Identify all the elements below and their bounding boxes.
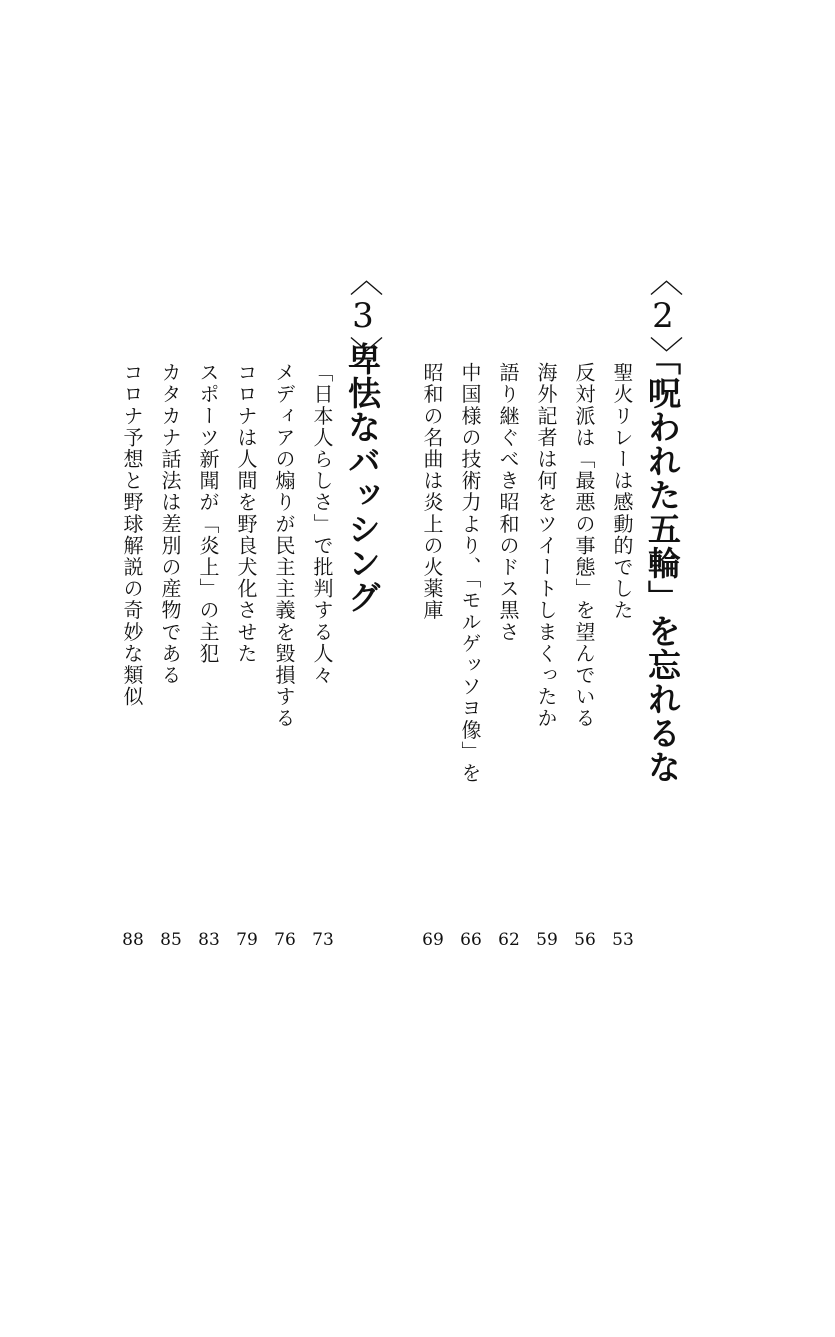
chapter-3-number: 〈3〉 xyxy=(343,262,383,370)
toc-entry[interactable]: コロナ予想と野球解説の奇妙な類似 xyxy=(120,362,144,708)
page-number: 88 xyxy=(122,930,144,950)
chapter-2-title: 「呪われた五輪」を忘れるな xyxy=(643,342,682,784)
toc-entry[interactable]: 語り継ぐべき昭和のドス黒さ xyxy=(496,362,520,643)
toc-entry[interactable]: 海外記者は何をツイートしまくったか xyxy=(534,362,558,730)
page-number: 62 xyxy=(498,930,520,950)
toc-entry[interactable]: メディアの煽りが民主主義を毀損する xyxy=(272,362,296,730)
page-number: 85 xyxy=(160,930,182,950)
toc-entry[interactable]: コロナは人間を野良犬化させた xyxy=(234,362,258,665)
toc-entry[interactable]: 反対派は「最悪の事態」を望んでいる xyxy=(572,362,596,730)
page-number: 69 xyxy=(422,930,444,950)
page-number: 73 xyxy=(312,930,334,950)
page-number: 53 xyxy=(612,930,634,950)
chapter-2-number: 〈2〉 xyxy=(643,262,683,370)
toc-entry[interactable]: 「日本人らしさ」で批判する人々 xyxy=(310,362,334,686)
toc-entry[interactable]: スポーツ新聞が「炎上」の主犯 xyxy=(196,362,220,665)
page-number: 76 xyxy=(274,930,296,950)
page-number: 66 xyxy=(460,930,482,950)
toc-entry[interactable]: カタカナ話法は差別の産物である xyxy=(158,362,182,686)
page-number: 83 xyxy=(198,930,220,950)
toc-entry[interactable]: 昭和の名曲は炎上の火薬庫 xyxy=(420,362,444,622)
toc-entry[interactable]: 聖火リレーは感動的でした xyxy=(610,362,634,622)
page-number: 59 xyxy=(536,930,558,950)
page-number: 79 xyxy=(236,930,258,950)
toc-entry[interactable]: 中国様の技術力より、「モルゲッソヨ像」を xyxy=(458,362,482,784)
page-number: 56 xyxy=(574,930,596,950)
chapter-3-title: 卑怯なバッシング xyxy=(343,342,382,614)
